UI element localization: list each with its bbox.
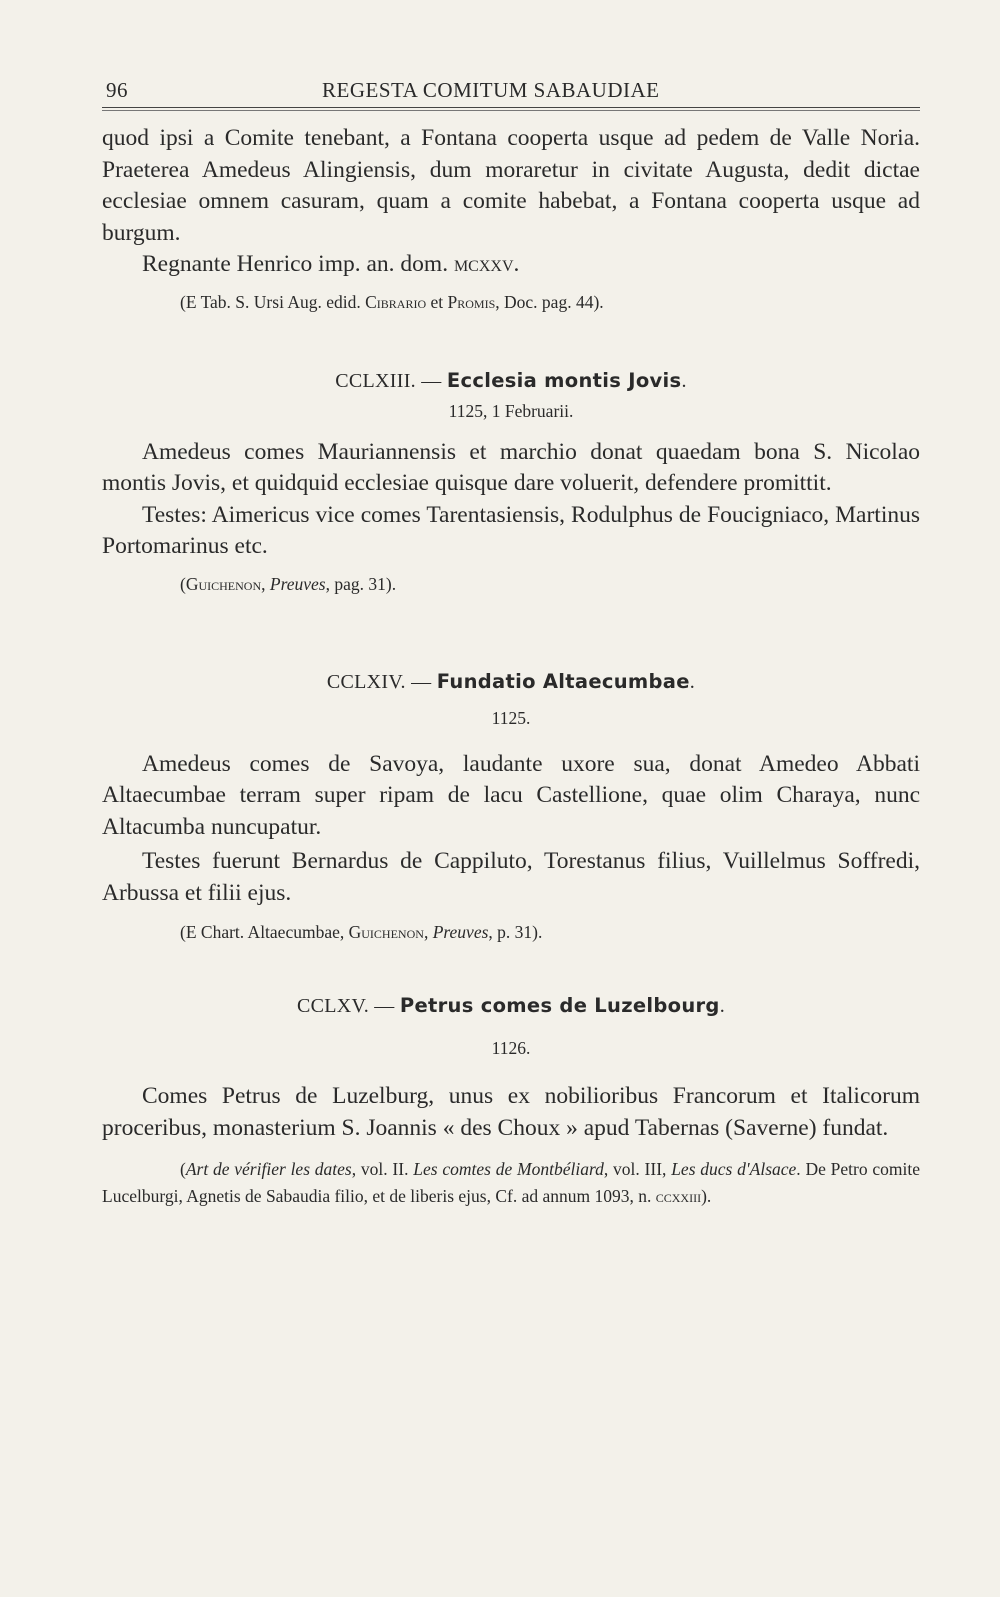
entry-name: Petrus comes de Luzelbourg — [399, 994, 720, 1017]
work-comtes-montbeliard: Les comtes de Montbéliard — [413, 1159, 604, 1179]
entry-witnesses: Testes fuerunt Bernardus de Cappiluto, Torestanus filius, Vuillelmus Soffredi, Arbussa et filii ejus. — [102, 848, 920, 906]
entry-witnesses: Testes: Aimericus vice comes Tarentasiensis, Rodulphus de Foucigniaco, Martinus Portomarinus etc. — [102, 501, 920, 559]
cross-reference: ccxxiii — [655, 1186, 702, 1206]
header-rule-thin — [102, 110, 920, 111]
entry-text: Amedeus comes de Savoya, laudante uxore sua, donat Amedeo Abbati Altaecumbae terram super ripam de lacu Castellione, quae olim Charaya, nunc Altacumba nuncupatur. — [102, 750, 920, 840]
entry-name: Fundatio Altaecumbae — [436, 669, 690, 693]
work-preuves: Preuves — [269, 573, 326, 594]
running-title: REGESTA COMITUM SABAUDIAE — [322, 78, 660, 102]
entry-text: Comes Petrus de Luzelburg, unus ex nobilioribus Francorum et Italicorum proceribus, monasterium S. Joannis « des Choux » apud Tabernas (Saverne) fundat. — [102, 1083, 920, 1141]
entry-number: CCLXIII. — [335, 369, 416, 392]
page-number: 96 — [106, 78, 128, 102]
entry-source: (Guichenon, Preuves, pag. 31). — [180, 573, 397, 594]
entry-text: Amedeus comes Mauriannensis et marchio donat quaedam bona S. Nicolao montis Jovis, et quidquid ecclesiae quisque dare voluerit, defendere promittit. — [102, 438, 920, 496]
entry-heading-cclxv: CCLXV. — Petrus comes de Luzelbourg. — [296, 994, 725, 1017]
entry-number: CCLXIV. — [326, 670, 406, 693]
author-cibrario: Cibrario — [365, 291, 427, 312]
continuation-source: (E Tab. S. Ursi Aug. edid. Cibrario et Promis, Doc. pag. 44). — [180, 291, 604, 312]
author-guichenon: Guichenon — [348, 922, 424, 942]
entry-source: (Art de vérifier les dates, vol. II. Les comtes de Montbéliard, vol. III, Les ducs d'Alsace. De Petro comite Lucelburgi, Agnetis de Sabaudia filio, et de liberis ejus, Cf. ad annum 1093, n. ccxxiii). — [102, 1159, 920, 1206]
entry-heading-cclxiv: CCLXIV. — Fundatio Altaecumbae. — [326, 669, 696, 693]
page — [102, 72, 920, 1210]
entry-name: Ecclesia montis Jovis — [446, 368, 682, 392]
entry-source: (E Chart. Altaecumbae, Guichenon, Preuves, p. 31). — [180, 922, 543, 942]
entry-heading-cclxiii: CCLXIII. — Ecclesia montis Jovis. — [335, 368, 687, 392]
continuation-text: quod ipsi a Comite tenebant, a Fontana cooperta usque ad pedem de Valle Noria. Praeterea Amedeus Alingiensis, dum moraretur in civitate Augusta, dedit dictae ecclesiae omnem casuram, quam a comite habebat, a Fontana cooperta usque ad burgum. — [102, 125, 920, 246]
work-preuves: Preuves — [432, 922, 489, 942]
entry-date: 1125. — [491, 707, 531, 728]
header-rule — [102, 107, 920, 108]
work-ducs-alsace: Les ducs d'Alsace — [671, 1159, 797, 1179]
entry-number: CCLXV. — [296, 995, 369, 1017]
author-promis: Promis — [447, 291, 496, 312]
entry-date: 1125, 1 Februarii. — [448, 400, 574, 421]
regnante-line: Regnante Henrico imp. an. dom. mcxxv. — [142, 251, 520, 277]
running-head — [102, 72, 920, 102]
work-art-de-verifier: Art de vérifier les dates — [185, 1159, 352, 1179]
entry-date: 1126. — [491, 1038, 531, 1058]
author-guichenon: Guichenon — [185, 573, 262, 594]
